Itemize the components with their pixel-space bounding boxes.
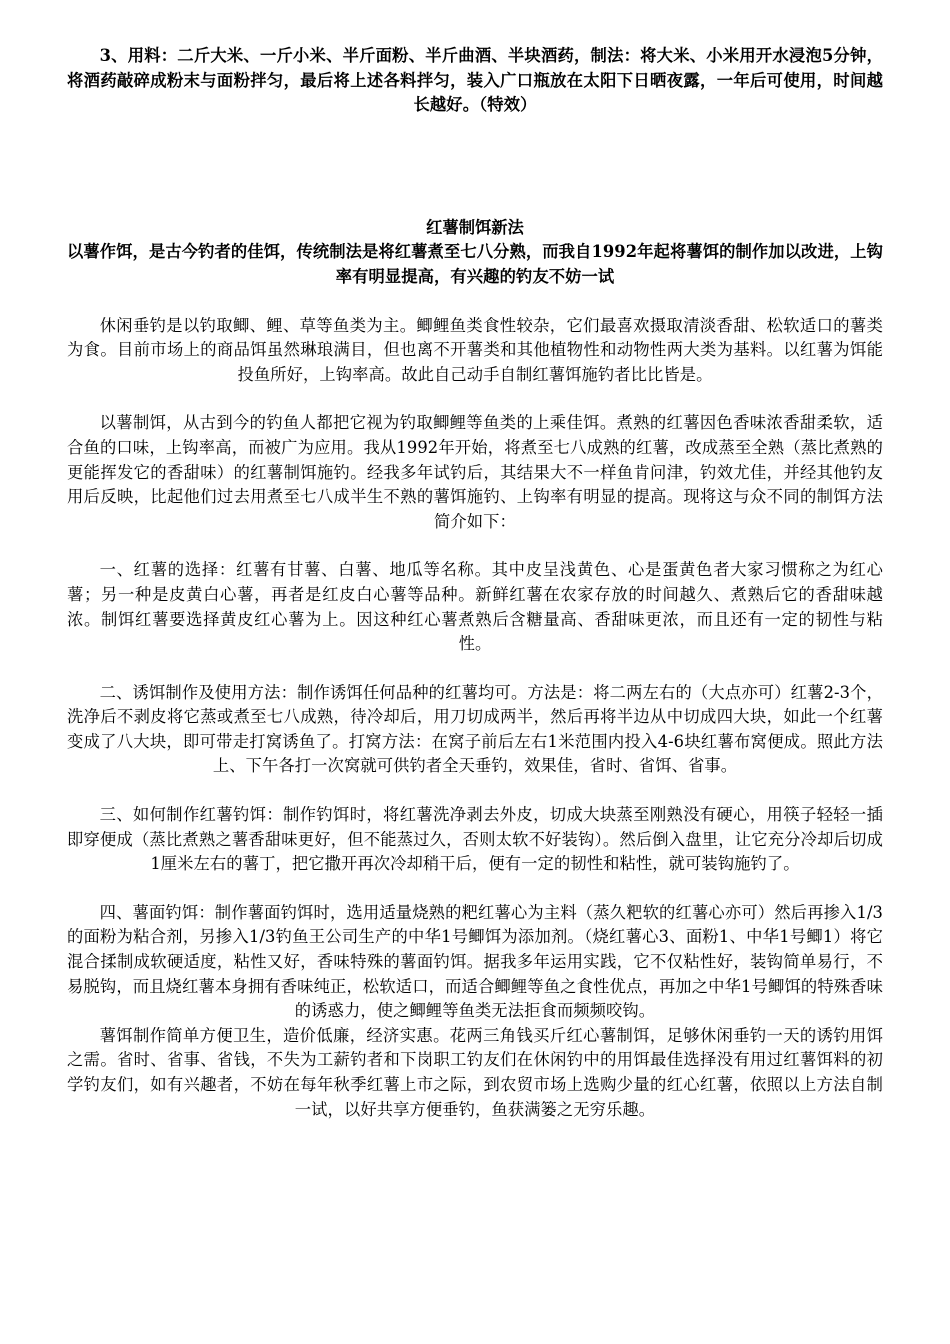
paragraph-spacer (67, 877, 883, 901)
paragraph-spacer (67, 657, 883, 681)
body-paragraph: 二、诱饵制作及使用方法：制作诱饵任何品种的红薯均可。方法是：将二两左右的（大点亦可）红薯2-3个，洗净后不剥皮将它蒸或煮至七八成熟，待冷却后，用刀切成两半，然后再将半边从中切成四大块，如此一个红薯变成了八大块，即可带走打窝诱鱼了。打窝方法：在窝子前后左右1米范围内投入4-6块红薯布窝便成。照此方法上、下午各打一次窝就可供钓者全天垂钓，效果佳，省时、省饵、省事。 (67, 682, 883, 776)
recipe-paragraph: 3、用料：二斤大米、一斤小米、半斤面粉、半斤曲酒、半块酒药，制法：将大米、小米用开水浸泡5分钟，将酒药敲碎成粉末与面粉拌匀，最后将上述各料拌匀，装入广口瓶放在太阳下日晒夜露，一年后可使用，时间越长越好。（特效） (67, 46, 883, 115)
paragraph-spacer (67, 534, 883, 558)
document-page (67, 44, 883, 1122)
body-paragraph: 一、红薯的选择：红薯有甘薯、白薯、地瓜等名称。其中皮呈浅黄色、心是蛋黄色者大家习惯称之为红心薯；另一种是皮黄白心薯，再者是红皮白心薯等品种。新鲜红薯在农家存放的时间越久、煮熟后它的香甜味越浓。制饵红薯要选择黄皮红心薯为上。因这种红心薯煮熟后含糖量高、香甜味更浓，而且还有一定的韧性与粘性。 (67, 560, 883, 654)
body-paragraph: 休闲垂钓是以钓取鲫、鲤、草等鱼类为主。鲫鲤鱼类食性较杂，它们最喜欢摄取清淡香甜、松软适口的薯类为食。目前市场上的商品饵虽然琳琅满目，但也离不开薯类和其他植物性和动物性两大类为基料。以红薯为饵能投鱼所好，上钩率高。故此自己动手自制红薯饵施钓者比比皆是。 (67, 315, 883, 384)
body-paragraph: 三、如何制作红薯钓饵：制作钓饵时，将红薯洗净剥去外皮，切成大块蒸至刚熟没有硬心，用筷子轻轻一插即穿便成（蒸比煮熟之薯香甜味更好，但不能蒸过久，否则太软不好装钩）。然后倒入盘里，让它充分冷却后切成1厘米左右的薯丁，把它撒开再次冷却稍干后，便有一定的韧性和粘性，就可装钩施钓了。 (67, 805, 883, 874)
conclusion-paragraph: 薯饵制作简单方便卫生，造价低廉，经济实惠。花两三角钱买斤红心薯制饵，足够休闲垂钓一天的诱钓用饵之需。省时、省事、省钱，不失为工薪钓者和下岗职工钓友们在休闲钓中的用饵最佳选择没有用过红薯饵料的初学钓友们，如有兴趣者，不妨在每年秋季红薯上市之际，到农贸市场上选购少量的红心红薯，依照以上方法自制一试，以好共享方便垂钓，鱼获满篓之无穷乐趣。 (67, 1025, 883, 1119)
paragraph-spacer (67, 779, 883, 803)
body-paragraph: 以薯制饵，从古到今的钓鱼人都把它视为钓取鲫鲤等鱼类的上乘佳饵。煮熟的红薯因色香味浓香甜柔软，适合鱼的口味，上钩率高，而被广为应用。我从1992年开始，将煮至七八成熟的红薯，改成蒸至全熟（蒸比煮熟的更能挥发它的香甜味）的红薯制饵施钓。经我多年试钓后，其结果大不一样鱼肯问津，钓效尤佳，并经其他钓友用后反映，比起他们过去用煮至七八成半生不熟的薯饵施钓、上钩率有明显的提高。现将这与众不同的制饵方法简介如下： (67, 413, 883, 531)
paragraph-spacer (67, 290, 883, 314)
section-spacer (67, 118, 883, 216)
body-paragraph: 四、薯面钓饵：制作薯面钓饵时，选用适量烧熟的粑红薯心为主料（蒸久粑软的红薯心亦可）然后再掺入1/3的面粉为粘合剂，另掺入1/3钓鱼王公司生产的中华1号鲫饵为添加剂。（烧红薯心3、面粉1、中华1号鲫1）将它混合揉制成软硬适度，粘性又好，香味特殊的薯面钓饵。据我多年运用实践，它不仅粘性好，装钩简单易行，不易脱钩，而且烧红薯本身拥有香味纯正，松软适口，而适合鲫鲤等鱼之食性优点，再加之中华1号鲫饵的特殊香味的诱惑力，使之鲫鲤等鱼类无法拒食而频频咬钩。 (67, 902, 883, 1021)
paragraph-spacer (67, 387, 883, 411)
article-title: 红薯制饵新法 (426, 217, 524, 237)
article-subtitle: 以薯作饵，是古今钓者的佳饵，传统制法是将红薯煮至七八分熟，而我自1992年起将薯饵的制作加以改进，上钩率有明显提高，有兴趣的钓友不妨一试 (67, 242, 883, 286)
